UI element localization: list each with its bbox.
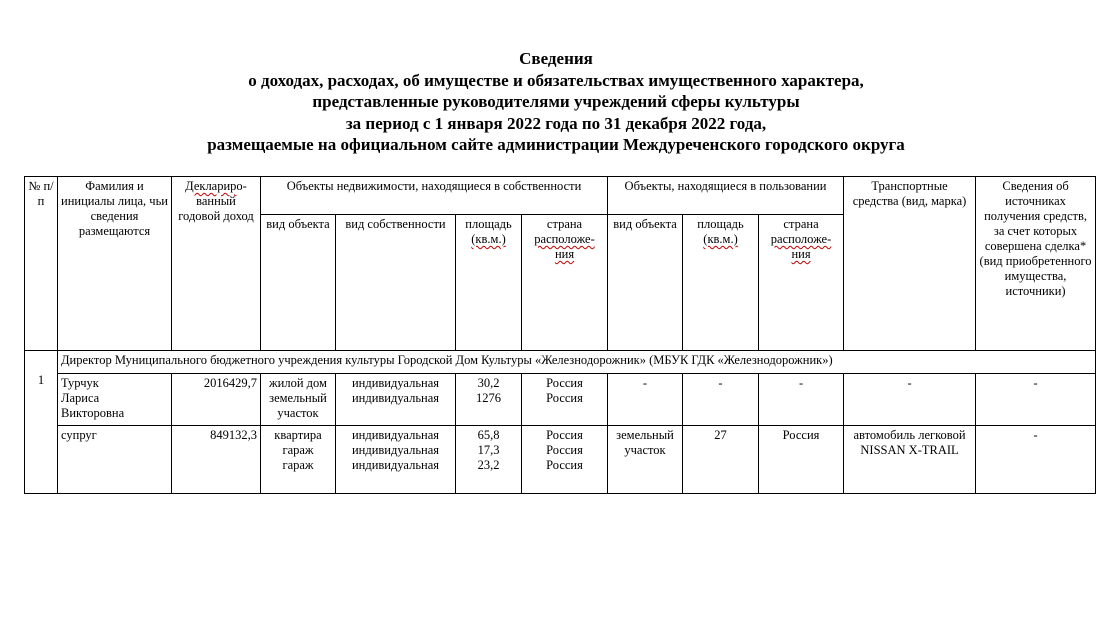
header-owned-group: Объекты недвижимости, находящиеся в собственности (261, 177, 608, 215)
owned-country: Россия (546, 443, 583, 457)
owned-type: гараж (282, 458, 314, 472)
owned-area: 17,3 (477, 443, 500, 457)
owned-types (261, 374, 336, 426)
income-value: 2016429,7 (172, 374, 261, 426)
used-type: - (608, 374, 683, 426)
used-country: Россия (759, 426, 844, 494)
used-area: - (683, 374, 759, 426)
owned-country: Россия (546, 376, 583, 390)
used-type-line: земельный (616, 428, 674, 442)
table-row (25, 426, 1096, 494)
header-ownership-type: вид собственности (336, 215, 456, 351)
transport (844, 426, 976, 494)
name-line: Лариса (61, 391, 100, 405)
header-transport: Транспортные средства (вид, марка) (844, 177, 976, 351)
header-name: Фамилия и инициалы лица, чьи сведения размещаются (58, 177, 172, 351)
header-used-country (759, 215, 844, 351)
owned-type: жилой дом (269, 376, 327, 390)
sources: - (976, 374, 1096, 426)
used-type (608, 426, 683, 494)
ownership-type: индивидуальная (351, 458, 440, 472)
name-line: Турчук (61, 376, 99, 390)
header-used-group: Объекты, находящиеся в пользовании (608, 177, 844, 215)
country-label: ния (791, 247, 811, 261)
header-num: № п/п (25, 177, 58, 351)
transport-line: автомобиль легковой (853, 428, 966, 442)
title-line: о доходах, расходах, об имуществе и обязательствах имущественного характера, (248, 70, 864, 90)
used-country: - (759, 374, 844, 426)
declaration-table (24, 176, 1096, 494)
owned-area: 23,2 (477, 458, 500, 472)
transport: - (844, 374, 976, 426)
person-name (58, 426, 172, 494)
header-owned-type: вид объекта (261, 215, 336, 351)
ownership-types (336, 374, 456, 426)
title-line: Сведения (519, 49, 593, 68)
area-label: площадь (697, 217, 744, 231)
owned-areas (456, 374, 522, 426)
area-label: площадь (465, 217, 512, 231)
owned-country: Россия (546, 458, 583, 472)
header-owned-area (456, 215, 522, 351)
sources: - (976, 426, 1096, 494)
owned-countries (522, 374, 608, 426)
name-line: Викторовна (61, 406, 125, 420)
ownership-type: индивидуальная (351, 391, 440, 405)
header-used-type: вид объекта (608, 215, 683, 351)
owned-area: 30,2 (477, 376, 500, 390)
title-line: за период с 1 января 2022 года по 31 декабря 2022 года, (345, 113, 767, 133)
income-value: 849132,3 (172, 426, 261, 494)
owned-country: Россия (546, 428, 583, 442)
header-income-prefix: Декларир (185, 179, 237, 193)
table-row (25, 374, 1096, 426)
transport-line: NISSAN X-TRAIL (860, 443, 959, 457)
header-income (172, 177, 261, 351)
area-unit: (кв.м.) (471, 232, 506, 246)
owned-country: Россия (546, 391, 583, 405)
owned-area: 1276 (476, 391, 501, 405)
title-line: представленные руководителями учреждений сферы культуры (312, 92, 800, 111)
owned-type: участок (277, 406, 319, 420)
country-label: расположе- (534, 232, 595, 246)
owned-type: квартира (274, 428, 322, 442)
owned-type: земельный (269, 391, 327, 405)
country-label: страна (546, 217, 583, 231)
header-income-rest: о-ванный годовой доход (178, 179, 254, 223)
ownership-types (336, 426, 456, 494)
name-line: супруг (61, 428, 97, 442)
ownership-type: индивидуальная (351, 428, 440, 442)
country-label: расположе- (770, 232, 832, 246)
ownership-type: индивидуальная (351, 376, 440, 390)
country-label: страна (783, 217, 819, 231)
owned-type: гараж (282, 443, 314, 457)
row-num-cell (25, 351, 58, 494)
owned-areas (456, 426, 522, 494)
document-title (0, 48, 1112, 156)
title-line: размещаемые на официальном сайте администрации Междуреченского городского округа (207, 135, 905, 154)
country-label: ния (554, 247, 575, 261)
used-type-line: участок (624, 443, 666, 457)
owned-types (261, 426, 336, 494)
owned-area: 65,8 (477, 428, 500, 442)
header-owned-country (522, 215, 608, 351)
owned-countries (522, 426, 608, 494)
row-num: 1 (37, 373, 45, 387)
header-used-area (683, 215, 759, 351)
used-area: 27 (683, 426, 759, 494)
area-unit: (кв.м.) (703, 232, 738, 246)
header-sources: Сведения об источниках получения средств, за счет которых совершена сделка* (вид приобретенного имущества, источники) (976, 177, 1096, 351)
section-title: Директор Муниципального бюджетного учреждения культуры Городской Дом Культуры «Железнодорожник» (МБУК ГДК «Железнодорожник») (58, 351, 1096, 374)
ownership-type: индивидуальная (351, 443, 440, 457)
person-name (58, 374, 172, 426)
